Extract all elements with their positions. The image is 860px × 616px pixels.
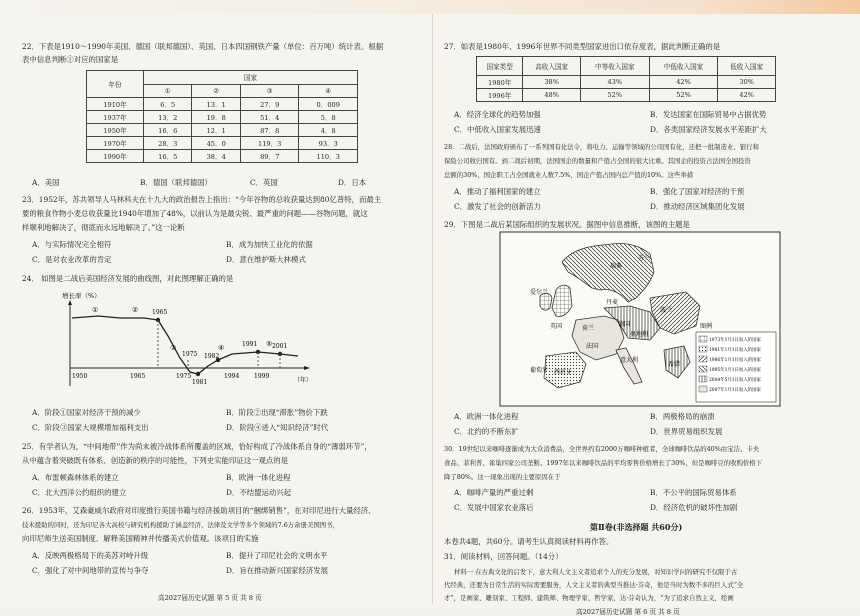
- map-label: 意大利: [620, 357, 639, 364]
- q23-option-d[interactable]: D．意在维护斯大林模式: [226, 255, 306, 264]
- table-cell: 4．8: [299, 124, 358, 137]
- q29-option-c[interactable]: C．北约的不断东扩: [454, 427, 519, 436]
- table-cell: 5．8: [299, 111, 358, 124]
- map-label: 瑞典: [610, 263, 623, 270]
- legend-entry: 2007年1月1日加入的国家: [709, 388, 761, 393]
- map-label: 西班牙: [554, 369, 573, 376]
- q26-option-c[interactable]: C．强化了对中间地带的宣传与争夺: [32, 566, 149, 575]
- q22-head-year: 年份: [87, 71, 144, 98]
- q31-material-line2: 代经典，还要为日常生活的实际需要服务，人文主义者的典型当推达·芬奇，他是当时为数不多的巨人式“全: [444, 581, 744, 589]
- q24-point-label: 2001: [272, 343, 288, 350]
- legend-entry: 1981年1月1日加入的国家: [709, 348, 761, 353]
- map-label: 荷兰: [582, 325, 595, 332]
- map-label: 英国: [550, 323, 563, 330]
- map-label: 爱尔兰: [530, 289, 549, 296]
- q24-stage-mark: ③: [170, 344, 177, 352]
- q24-xlabel: （年）: [294, 377, 313, 384]
- legend-title: 图例: [700, 323, 713, 330]
- table-cell: 1937年: [87, 111, 144, 124]
- q22-stem-line1: 22．下表是1910～1990年美国、德国（联邦德国）、英国、日本四国钢铁产量（单位：百万吨）统计表。根据: [22, 42, 384, 51]
- q24-x-tick: 1975: [176, 373, 192, 380]
- q26-line2: 技术援助的同时，还为印尼各大高校与研究机构援助了涵盖经济、法律及文学等多个领域的7.6万余册美国图书，: [22, 521, 339, 529]
- table-cell: 1990年: [87, 150, 144, 163]
- table-cell: 1980年: [477, 76, 523, 89]
- legend-entry: 1995年1月1日加入的国家: [709, 368, 761, 373]
- table-row: [87, 111, 358, 124]
- table-cell: 13．1: [192, 98, 240, 111]
- table-cell: 28．3: [144, 137, 192, 150]
- q24-stage-mark: ①: [92, 306, 99, 314]
- table-cell: 高收入国家: [523, 57, 581, 76]
- q25-line2: 从中蕴含着突破既有体系、创造新的秩序的可能性，下列史实能印证这一观点的是: [22, 456, 289, 465]
- q24-point-label: 1982: [204, 353, 220, 360]
- q25-option-b[interactable]: B．欧洲一体化进程: [226, 473, 291, 482]
- table-cell: 19．8: [192, 111, 240, 124]
- q30-line3: 降了80%。这一现象出现的主要原因在于: [444, 473, 561, 481]
- q24-option-a[interactable]: A．阶段①国家对经济干预的减少: [32, 408, 141, 417]
- q26-option-a[interactable]: A．反映两极格局下的美苏对峙升级: [32, 551, 149, 560]
- q30-line2: 食品、菲利普、雀巢四家公司垄断。1997年以来咖啡饮品的平均零售价格增长了30%，但是咖啡豆的收购价格下: [444, 459, 763, 467]
- q25-option-c[interactable]: C．北大西洋公约组织的建立: [32, 488, 127, 497]
- q23-option-c[interactable]: C．是对农业改革的肯定: [32, 255, 112, 264]
- table-row: [87, 124, 358, 137]
- q24-ylabel: 增长率（%）: [62, 292, 101, 300]
- q22-col-4: ④: [299, 84, 358, 98]
- legend-entry: 2004年5月1日加入的国家: [709, 378, 761, 383]
- q23-line1: 23．1952年，苏共领导人马林科夫在十九大的政治报告上指出：“今年谷物的总收获量达到80亿普特，而最主: [22, 195, 382, 204]
- q24-growth-line: [72, 316, 298, 374]
- table-cell: 52%: [649, 89, 718, 102]
- q28-option-a[interactable]: A．推动了福利国家的建立: [454, 187, 541, 196]
- table-cell: 38．4: [192, 150, 240, 163]
- right-page: [440, 12, 848, 616]
- q23-line2: 要的粮食作物小麦总收获量比1940年增加了48%，以前认为是最尖锐、最严重的问题——谷物问题，就这: [22, 209, 368, 218]
- q23-option-a[interactable]: A．与实际情况完全相符: [32, 240, 112, 249]
- map-legend: [696, 322, 776, 402]
- q26-option-d[interactable]: D．旨在推动新兴国家经济发展: [226, 566, 329, 575]
- map-label: 德国: [618, 321, 631, 328]
- q22-head-country: 国家: [144, 71, 358, 85]
- q30-line1: 30．19世纪以来咖啡逐渐成为大众消费品，全世界约有2000万咖啡种植者，全球咖啡饮品的40%由宝洁、卡夫: [444, 445, 760, 453]
- section2-note: 本卷共4题，共60分。请考生认真阅读材料再作答。: [444, 537, 614, 546]
- table-row: [87, 98, 358, 111]
- table-cell: 1970年: [87, 137, 144, 150]
- map-label: 葡萄牙: [530, 367, 549, 374]
- section2-heading: 第Ⅱ卷(非选择题 共60分): [590, 522, 683, 532]
- table-cell: 93．3: [299, 137, 358, 150]
- q28-option-d[interactable]: D．推动经济区域集团化发展: [650, 202, 745, 211]
- q26-line1: 26．1953年，艾森豪威尔政府对印度推行美国书籍与经济援助项目的“捆绑销售”，在对印尼进行大量经济、: [22, 506, 376, 515]
- table-row: [477, 57, 776, 76]
- q22-option-c[interactable]: C．英国: [250, 178, 278, 187]
- q30-option-d[interactable]: D．经济危机的破坏性加剧: [650, 503, 738, 512]
- q24-x-tick: 1965: [130, 373, 146, 380]
- table-cell: 87．8: [240, 124, 299, 137]
- q24-point: [196, 372, 200, 376]
- q22-stem-line2: 表中信息判断①对应的国家是: [22, 55, 119, 64]
- q27-stem: 27．如表是1980年、1996年世界不同类型国家进出口依存度表，据此判断正确的是: [444, 42, 721, 51]
- q24-option-b[interactable]: B．阶段②出现“滞胀”物价下跌: [226, 408, 328, 417]
- legend-entry: 1973年1月1日加入的国家: [709, 338, 761, 343]
- table-row: [87, 150, 358, 163]
- q22-table: [86, 70, 358, 163]
- map-label: 法国: [586, 343, 599, 350]
- q31-material-line1: 材料一 在古典文化的启发下，意大利人文主义者追求个人的充分发展，对知识学问的研究不仅限于古: [454, 568, 738, 576]
- q25-line1: 25．有学者认为，“中间地带”作为尚未被冷战体系所覆盖的区域，恰好构成了冷战体系自身的“薄弱环节”，: [22, 442, 372, 451]
- map-label: 奥地利: [630, 331, 649, 338]
- q30-option-c[interactable]: C．发展中国家农业落后: [454, 503, 534, 512]
- q24-point-label: 1981: [192, 379, 208, 386]
- q24-option-d[interactable]: D．阶段④进入“知识经济”时代: [226, 423, 329, 432]
- table-cell: 中低收入国家: [649, 57, 718, 76]
- q24-stage-mark: ⑤: [266, 340, 273, 348]
- q24-point-label: 1965: [152, 309, 168, 316]
- q27-option-b[interactable]: B．发达国家在国际贸易中占据优势: [650, 110, 767, 119]
- q24-x-tick: 1950: [72, 373, 88, 380]
- table-cell: 低收入国家: [718, 57, 776, 76]
- q28-line3: 总额的30%，国企职工占全国就业人数7.5%，国企产值占国内总产值的10%。这些举措: [444, 171, 694, 179]
- legend-swatch: [699, 336, 707, 342]
- q31-material-line3: 才”，是画家、雕刻家、工程师、建筑师、物理学家、哲学家，达·芬奇认为，“为了追求自然主义，绘画: [444, 594, 734, 602]
- left-page-footer: 高2027届历史试题 第 5 页 共 8 页: [158, 594, 262, 602]
- table-cell: 45．0: [192, 137, 240, 150]
- q22-option-d[interactable]: D．日本: [338, 178, 367, 187]
- legend-swatch: [699, 356, 707, 362]
- q29-option-b[interactable]: B．两极格局的崩溃: [650, 412, 715, 421]
- q24-stage-mark: ②: [132, 306, 139, 314]
- left-page: [18, 12, 428, 608]
- legend-swatch: [699, 376, 707, 382]
- table-cell: 6．5: [144, 98, 192, 111]
- table-row: [477, 89, 776, 102]
- q27-option-d[interactable]: D．各类国家经济发展水平差距扩大: [650, 125, 767, 134]
- q22-col-3: ③: [240, 84, 299, 98]
- table-cell: 89．7: [240, 150, 299, 163]
- q24-x-arrow: [304, 366, 310, 370]
- table-cell: 42%: [649, 76, 718, 89]
- table-cell: 42%: [718, 89, 776, 102]
- page-divider: [432, 14, 433, 604]
- table-cell: 12．1: [192, 124, 240, 137]
- q25-option-a[interactable]: A．布雷顿森林体系的建立: [32, 473, 119, 482]
- table-cell: 1996年: [477, 89, 523, 102]
- q24-stage-mark: ④: [218, 344, 225, 352]
- table-cell: 38%: [523, 76, 581, 89]
- table-row: [87, 137, 358, 150]
- q27-table: [476, 56, 776, 102]
- table-cell: 16．6: [144, 124, 192, 137]
- q23-option-b[interactable]: B．成为加快工业化的依据: [226, 240, 313, 249]
- table-cell: 51．4: [240, 111, 299, 124]
- q30-option-a[interactable]: A．咖啡产量的严重过剩: [454, 488, 534, 497]
- q29-stem: 29．下图是二战后某国际组织的发展状况。据图中信息推断，该图的主题是: [444, 220, 690, 229]
- table-cell: 国家类型: [477, 57, 523, 76]
- q23-line3: 样顺利地解决了，彻底而永远地解决了。”这一论断: [22, 223, 185, 232]
- table-cell: 中等收入国家: [580, 57, 649, 76]
- q29-europe-map: [500, 232, 780, 406]
- q24-x-tick: 1994: [224, 373, 240, 380]
- table-cell: 0．009: [299, 98, 358, 111]
- right-page-footer: 高2027届历史试题 第 6 页 共 8 页: [576, 608, 680, 616]
- map-label: 丹麦: [606, 299, 619, 306]
- q27-option-a[interactable]: A．经济全球化的趋势加强: [454, 110, 541, 119]
- q22-col-1: ①: [144, 84, 192, 98]
- q25-option-d[interactable]: D．不结盟运动兴起: [226, 488, 292, 497]
- q24-x-tick: 1999: [254, 373, 270, 380]
- q28-line2: 保险公司收归国有。到二战后初期，法国国企的数量和产值占全国的很大比重。其国企的投资占法国全国投资: [444, 157, 751, 165]
- map-label: 希腊: [668, 361, 681, 368]
- q28-line1: 28．二战后，法国政府颁布了一系列国有化法令，将电力、运输等领域的公司国有化，还把一批制造业、银行和: [444, 143, 759, 151]
- q22-col-2: ②: [192, 84, 240, 98]
- q24-point-label: 1975: [182, 351, 198, 358]
- q28-option-b[interactable]: B．强化了国家对经济的干预: [650, 187, 745, 196]
- q29-option-d[interactable]: D．世界贸易组织发展: [650, 427, 723, 436]
- q24-option-c[interactable]: C．阶段③国家大规模增加福利支出: [32, 423, 149, 432]
- table-cell: 52%: [580, 89, 649, 102]
- q24-stem: 24． 如图是二战后美国经济发展的曲线图，对此图理解正确的是: [22, 274, 234, 283]
- table-cell: 43%: [580, 76, 649, 89]
- map-label: 波兰: [660, 307, 673, 314]
- legend-entry: 1986年1月1日加入的国家: [709, 358, 761, 363]
- q30-option-b[interactable]: B．不公平的国际贸易体系: [650, 488, 737, 497]
- table-cell: 1950年: [87, 124, 144, 137]
- q26-option-b[interactable]: B．提升了印尼社会的文明水平: [226, 551, 328, 560]
- legend-swatch: [699, 386, 707, 392]
- q24-point-label: 1991: [242, 341, 258, 348]
- q28-option-c[interactable]: C．激发了社会的创新活力: [454, 202, 541, 211]
- table-cell: 48%: [523, 89, 581, 102]
- q26-line3: 向印尼师生送美国制度、解释美国精神并传播美式价值观。该项目的实施: [22, 534, 259, 543]
- table-cell: 30%: [718, 76, 776, 89]
- q24-growth-chart: [58, 288, 328, 396]
- table-cell: 13．2: [144, 111, 192, 124]
- table-cell: 16．5: [144, 150, 192, 163]
- legend-swatch: [699, 346, 707, 352]
- q24-y-arrow: [68, 300, 72, 305]
- table-row: [477, 76, 776, 89]
- table-cell: 110．3: [299, 150, 358, 163]
- q29-option-a[interactable]: A．欧洲一体化进程: [454, 412, 519, 421]
- table-cell: 27．9: [240, 98, 299, 111]
- q31-stem: 31．阅读材料，回答问题。（14分）: [444, 552, 563, 561]
- map-label: 芬兰: [638, 255, 651, 262]
- table-cell: 1910年: [87, 98, 144, 111]
- table-cell: 119．3: [240, 137, 299, 150]
- q22-option-b[interactable]: B．德国（联邦德国）: [140, 178, 212, 187]
- q22-option-a[interactable]: A．美国: [32, 178, 60, 187]
- q27-option-c[interactable]: C．中低收入国家发展迅速: [454, 125, 541, 134]
- legend-swatch: [699, 366, 707, 372]
